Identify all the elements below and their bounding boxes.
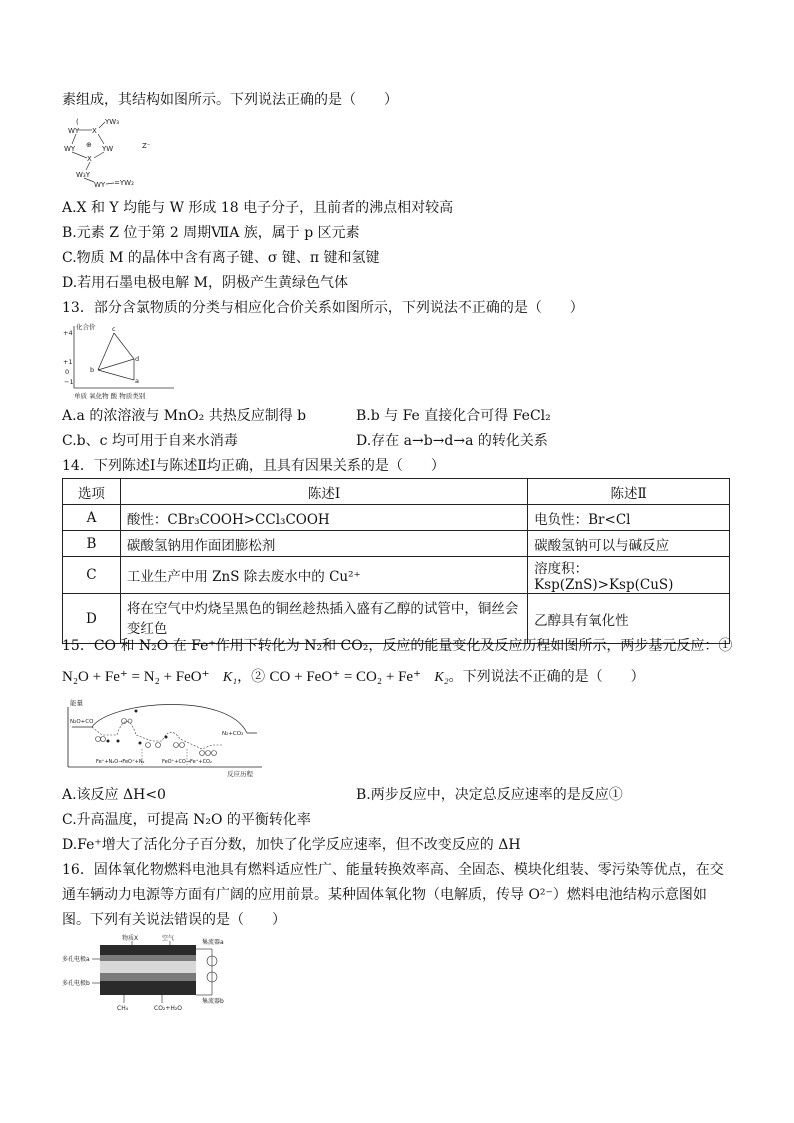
q13-stem: 13．部分含氯物质的分类与相应化合价关系如图所示，下列说法不正确的是（ ） <box>62 300 584 316</box>
table-row <box>63 505 730 531</box>
q14-row-option: B <box>63 531 121 557</box>
q15-k1: K₁ <box>222 670 238 685</box>
q15-xlabel: 反应历程 <box>227 770 253 778</box>
q12-option-d: D.若用石墨电极电解 M，阴极产生黄绿色气体 <box>62 275 348 291</box>
table-row <box>63 531 730 557</box>
q12-atom-7: X <box>87 155 92 163</box>
q16-label-air: 空气 <box>162 935 175 942</box>
q12-structure-figure <box>62 114 172 192</box>
q13-option-d: D.存在 a→b→d→a 的转化关系 <box>356 433 548 449</box>
q12-atom-3: X <box>92 127 97 135</box>
q15-sep: ，② <box>237 669 270 685</box>
q13-option-b: B.b 与 Fe 直接化合可得 FeCl₂ <box>356 408 551 424</box>
q15-ylabel: 能量 <box>70 699 83 707</box>
q15-step1-label: Fe⁺+N₂O→FeO⁺+N₂ <box>96 759 145 765</box>
q12-atom-4: ⊕ <box>86 141 92 149</box>
q15-option-d: D.Fe⁺增大了活化分子百分数，加快了化学反应速率，但不改变反应的 ΔH <box>62 837 521 853</box>
q16-label-collector-a: 集流器a <box>202 939 224 946</box>
q13-option-c: C.b、c 均可用于自来水消毒 <box>62 433 238 449</box>
q12-atom-11: Z⁻ <box>142 142 151 150</box>
q12-atom-1: YW₃ <box>105 118 120 126</box>
q14-row-option: A <box>63 505 121 531</box>
q16-stem-line1: 16．固体氧化物燃料电池具有燃料适应性广、能量转换效率高、全固态、模块化组装、零污染等优点，在交 <box>62 862 724 878</box>
q15-k2: K₂ <box>434 670 449 685</box>
q12-stem-tail: 素组成，其结构如图所示。下列说法正确的是（ ） <box>62 92 398 108</box>
q13-point-c: c <box>112 325 116 333</box>
q15-equations <box>62 666 645 689</box>
q14-header-row <box>63 479 730 505</box>
q12-atom-9: WY <box>94 181 106 189</box>
q13-point-b: b <box>90 366 95 374</box>
q15-energy-figure <box>62 697 272 779</box>
q14-row-statement2: 碳酸氢钠可以与碱反应 <box>528 531 730 557</box>
q13-ytick-0: +4 <box>63 329 73 337</box>
q14-row-statement1: 酸性：CBr₃COOH>CCl₃COOH <box>120 505 527 531</box>
q16-label-x: 物质X <box>122 935 139 942</box>
q14-row-statement2: 溶度积：Ksp(ZnS)>Ksp(CuS) <box>528 557 730 594</box>
q13-point-a: a <box>135 377 139 385</box>
q13-point-d: d <box>135 355 140 363</box>
q15-option-c: C.升高温度，可提高 N₂O 的平衡转化率 <box>62 812 311 828</box>
q14-header-statement1: 陈述Ⅰ <box>120 479 527 505</box>
q14-header-statement2: 陈述Ⅱ <box>528 479 730 505</box>
q14-row-statement1: 碳酸氢钠用作面团膨松剂 <box>120 531 527 557</box>
q14-row-statement1: 将在空气中灼烧呈黑色的铜丝趁热插入盛有乙醇的试管中，铜丝会变红色 <box>120 594 527 644</box>
q14-table <box>62 478 730 644</box>
q13-ytick-1: +1 <box>63 358 73 366</box>
q12-option-b: B.元素 Z 位于第 2 周期ⅦA 族，属于 p 区元素 <box>62 225 360 241</box>
q12-atom-10: =YW₂ <box>114 179 134 187</box>
q16-label-products: CO₂+H₂O <box>154 1005 182 1012</box>
q12-atom-5: WY <box>64 145 76 153</box>
q13-valence-figure <box>62 322 182 400</box>
q16-stem-line3: 图。下列有关说法错误的是（ ） <box>62 912 286 928</box>
q15-option-b: B.两步反应中，决定总反应速率的是反应① <box>356 787 623 803</box>
q12-atom-6: YW <box>102 145 114 153</box>
q14-row-option: D <box>63 594 121 644</box>
q16-label-collector-b: 集流器b <box>202 998 224 1005</box>
q15-stem: 15．CO 和 N₂O 在 Fe⁺作用下转化为 N₂和 CO₂，反应的能量变化及反应历程如图所示，两步基元反应：① <box>62 638 733 654</box>
q13-ylabel: 化合价 <box>76 323 96 331</box>
q15-tail: 。下列说法不正确的是（ ） <box>448 669 645 685</box>
q16-fuel-cell-figure <box>62 933 237 1013</box>
q14-row-option: C <box>63 557 121 594</box>
q15-end-label: N₂+CO₂ <box>222 731 244 737</box>
q12-atom-2: WY <box>68 127 80 135</box>
q15-option-a: A.该反应 ΔH<0 <box>62 787 166 803</box>
q14-header-option: 选项 <box>63 479 121 505</box>
q13-ytick-2: 0 <box>65 368 70 376</box>
q13-ytick-3: −1 <box>64 378 74 386</box>
q15-step2-label: FeO⁺+CO→Fe⁺+CO₂ <box>162 759 212 765</box>
q13-option-a: A.a 的浓溶液与 MnO₂ 共热反应制得 b <box>62 408 307 424</box>
q12-option-a: A.X 和 Y 均能与 W 形成 18 电子分子，且前者的沸点相对较高 <box>62 200 454 216</box>
q13-xlabel: 单质 氧化物 酸 物质类别 <box>74 392 146 400</box>
q16-stem-line2: 通车辆动力电源等方面有广阔的应用前景。某种固体氧化物（电解质，传导 O²⁻）燃料电池结构示意图如 <box>62 887 707 903</box>
table-row <box>63 557 730 594</box>
q14-stem: 14．下列陈述Ⅰ与陈述Ⅱ均正确，且具有因果关系的是（ ） <box>62 458 445 474</box>
q12-atom-8: W₃Y <box>76 171 91 179</box>
q14-row-statement1: 工业生产中用 ZnS 除去废水中的 Cu²⁺ <box>120 557 527 594</box>
q14-row-statement2: 乙醇具有氧化性 <box>528 594 730 644</box>
q16-label-electrode-a: 多孔电极a <box>62 956 90 963</box>
q15-eq2: CO + FeO⁺ = CO₂ + Fe⁺ <box>269 669 421 685</box>
q15-eq1: N₂O + Fe⁺ = N₂ + FeO⁺ <box>62 669 210 685</box>
q15-start-label: N₂O+CO <box>70 719 94 725</box>
q16-label-electrode-b: 多孔电极b <box>62 980 90 987</box>
q14-row-statement2: 电负性：Br<Cl <box>528 505 730 531</box>
q16-label-ch4: CH₄ <box>117 1005 129 1012</box>
q12-option-c: C.物质 M 的晶体中含有离子键、σ 键、π 键和氢键 <box>62 250 380 266</box>
q12-atom-0: ( <box>76 118 79 126</box>
